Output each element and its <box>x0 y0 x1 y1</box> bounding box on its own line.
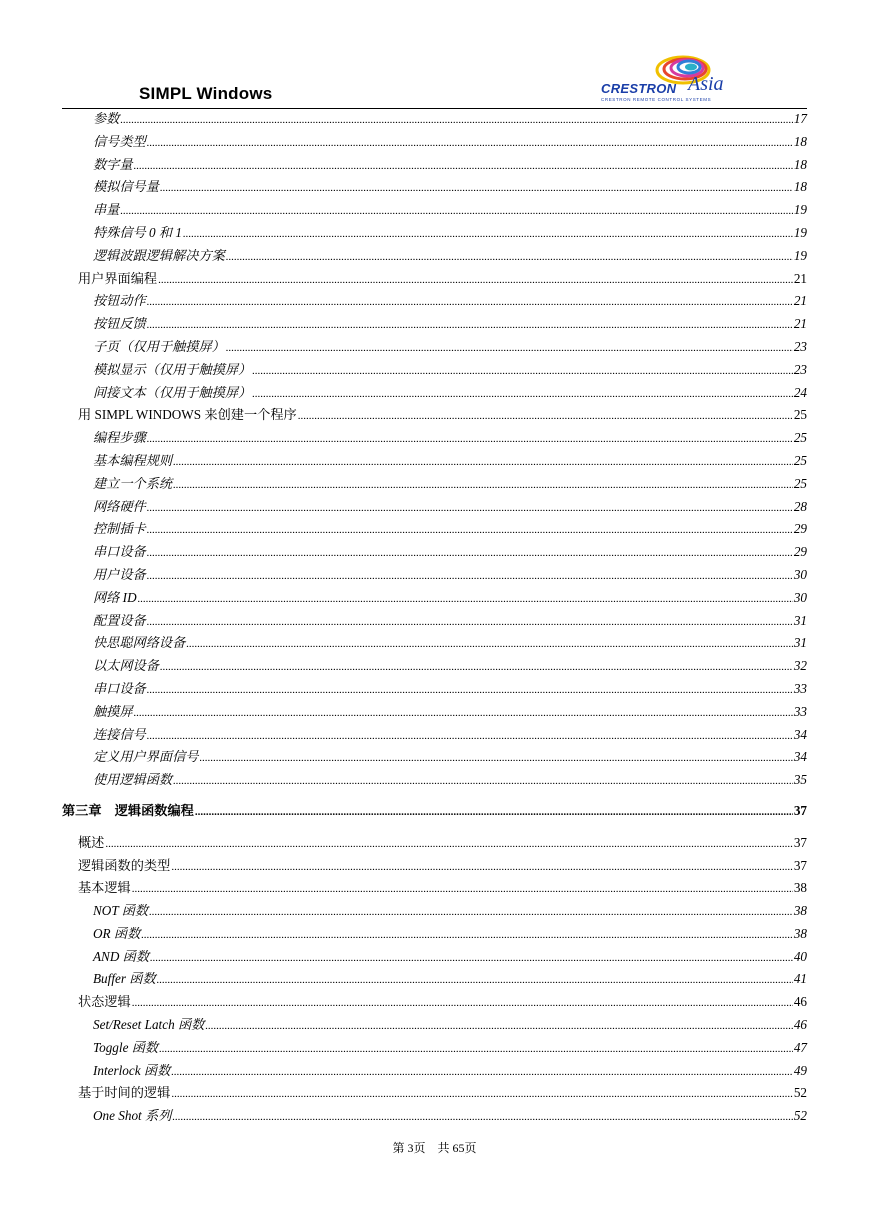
dot-leader <box>298 410 793 422</box>
toc-entry-label: 基本编程规则 <box>93 452 173 468</box>
dot-leader <box>150 952 793 964</box>
toc-entry-label: 用 SIMPL WINDOWS 来创建一个程序 <box>78 407 297 423</box>
toc-entry-label: 以太网设备 <box>93 658 159 674</box>
toc-entry-page-number: 21 <box>793 270 807 286</box>
dot-leader <box>160 182 793 194</box>
toc-entry[interactable] <box>62 245 807 268</box>
toc-entry-label: 模拟信号量 <box>93 179 159 195</box>
toc-entry-label: 触摸屏 <box>93 703 133 719</box>
toc-entry-page-number: 49 <box>793 1062 807 1078</box>
toc-entry-page-number: 30 <box>793 589 807 605</box>
dot-leader <box>138 593 793 605</box>
toc-entry[interactable] <box>62 268 807 291</box>
dot-leader <box>141 929 793 941</box>
toc-entry[interactable] <box>62 855 807 878</box>
toc-entry-label: 按钮动作 <box>93 293 146 309</box>
toc-entry-label: 信号类型 <box>93 133 146 149</box>
toc-entry[interactable] <box>62 518 807 541</box>
dot-leader <box>149 906 793 918</box>
toc-entry[interactable] <box>62 701 807 724</box>
dot-leader <box>173 456 793 468</box>
dot-leader <box>147 319 793 331</box>
dot-leader <box>134 707 793 719</box>
toc-entry[interactable] <box>62 199 807 222</box>
toc-entry[interactable] <box>62 382 807 405</box>
toc-entry[interactable] <box>62 655 807 678</box>
toc-entry[interactable] <box>62 610 807 633</box>
toc-entry-page-number: 33 <box>793 680 807 696</box>
dot-leader <box>172 1111 792 1123</box>
dot-leader <box>171 1066 793 1078</box>
toc-entry-page-number: 31 <box>793 612 807 628</box>
toc-entry-page-number: 18 <box>793 133 807 149</box>
toc-entry-label: 特殊信号 0 和 1 <box>93 224 183 240</box>
dot-leader <box>158 274 793 286</box>
toc-entry-page-number: 25 <box>793 452 807 468</box>
toc-entry-label: 状态逻辑 <box>78 994 131 1010</box>
toc-entry[interactable] <box>62 1082 807 1105</box>
toc-entry[interactable] <box>62 1060 807 1083</box>
toc-entry-label: NOT 函数 <box>93 903 149 919</box>
toc-entry[interactable] <box>62 769 807 792</box>
toc-entry-page-number: 25 <box>793 430 807 446</box>
dot-leader <box>252 388 793 400</box>
toc-entry-label: 参数 <box>93 111 120 126</box>
toc-entry-page-number: 34 <box>793 726 807 742</box>
dot-leader <box>147 547 793 559</box>
toc-entry[interactable] <box>62 450 807 473</box>
table-of-contents <box>62 108 807 1128</box>
toc-entry-page-number: 41 <box>793 971 807 987</box>
toc-entry[interactable] <box>62 427 807 450</box>
toc-entry-label: 快思聪网络设备 <box>93 635 186 651</box>
dot-leader <box>147 730 793 742</box>
toc-entry-page-number: 19 <box>793 224 807 240</box>
toc-entry-label: 用户界面编程 <box>78 270 158 286</box>
toc-entry[interactable] <box>62 359 807 382</box>
toc-entry[interactable] <box>62 1037 807 1060</box>
toc-entry-page-number: 29 <box>793 521 807 537</box>
toc-entry[interactable] <box>62 746 807 769</box>
toc-entry-label: 概述 <box>78 834 105 850</box>
toc-entry[interactable] <box>62 877 807 900</box>
toc-entry-label: Toggle 函数 <box>93 1039 159 1055</box>
logo-suffix: Asia <box>688 73 724 95</box>
toc-entry-label: 建立一个系统 <box>93 475 173 491</box>
dot-leader <box>186 638 793 650</box>
crestron-asia-logo <box>601 52 729 102</box>
toc-entry[interactable] <box>62 800 807 823</box>
toc-entry[interactable] <box>62 991 807 1014</box>
toc-entry-page-number: 19 <box>793 247 807 263</box>
toc-entry-page-number: 31 <box>793 635 807 651</box>
toc-entry-label: 用户设备 <box>93 566 146 582</box>
dot-leader <box>195 806 793 818</box>
dot-leader <box>171 861 793 873</box>
toc-entry-label: AND 函数 <box>93 948 150 964</box>
toc-entry-label: 连接信号 <box>93 726 146 742</box>
toc-entry-page-number: 30 <box>793 566 807 582</box>
toc-entry[interactable] <box>62 564 807 587</box>
toc-entry-page-number: 47 <box>793 1039 807 1055</box>
toc-entry-page-number: 25 <box>793 407 807 423</box>
toc-entry[interactable] <box>62 632 807 655</box>
toc-entry-page-number: 37 <box>793 802 807 818</box>
toc-entry-page-number: 38 <box>793 903 807 919</box>
toc-entry-page-number: 29 <box>793 544 807 560</box>
dot-leader <box>147 502 793 514</box>
toc-entry-page-number: 32 <box>793 658 807 674</box>
dot-leader <box>252 365 793 377</box>
toc-entry-page-number: 21 <box>793 293 807 309</box>
toc-entry-label: 模拟显示（仅用于触摸屏） <box>93 361 252 377</box>
toc-entry[interactable] <box>62 832 807 855</box>
toc-entry-label: Buffer 函数 <box>93 971 156 987</box>
toc-entry-label: 基于时间的逻辑 <box>78 1085 171 1101</box>
toc-entry-page-number: 37 <box>793 857 807 873</box>
dot-leader <box>105 838 792 850</box>
dot-leader <box>134 160 793 172</box>
toc-entry[interactable] <box>62 154 807 177</box>
toc-entry[interactable] <box>62 587 807 610</box>
toc-entry[interactable] <box>62 313 807 336</box>
toc-entry-label: 逻辑函数的类型 <box>78 857 171 873</box>
dot-leader <box>205 1020 792 1032</box>
dot-leader <box>147 296 793 308</box>
toc-entry[interactable] <box>62 290 807 313</box>
toc-entry-page-number: 46 <box>793 994 807 1010</box>
logo-wordmark: CRESTRON <box>601 81 677 96</box>
dot-leader <box>171 1088 793 1100</box>
dot-leader <box>147 524 793 536</box>
toc-entry[interactable] <box>62 131 807 154</box>
toc-entry-page-number: 21 <box>793 316 807 332</box>
dot-leader <box>132 883 793 895</box>
dot-leader <box>120 114 792 126</box>
toc-entry-page-number: 18 <box>793 179 807 195</box>
toc-entry-label: 基本逻辑 <box>78 880 131 896</box>
dot-leader <box>147 616 793 628</box>
dot-leader <box>226 251 793 263</box>
toc-entry-page-number: 28 <box>793 498 807 514</box>
page-footer: 第 3页 共 65页 <box>392 1141 477 1155</box>
toc-entry-page-number: 52 <box>793 1085 807 1101</box>
dot-leader <box>147 570 793 582</box>
toc-entry[interactable] <box>62 496 807 519</box>
toc-entry[interactable] <box>62 1014 807 1037</box>
toc-entry[interactable] <box>62 1105 807 1128</box>
dot-leader <box>157 974 793 986</box>
toc-entry-label: 网络 ID <box>93 589 137 605</box>
toc-entry-label: 间接文本（仅用于触摸屏） <box>93 384 252 400</box>
dot-leader <box>132 997 793 1009</box>
toc-entry[interactable] <box>62 923 807 946</box>
dot-leader <box>226 342 793 354</box>
toc-entry-label: 按钮反馈 <box>93 316 146 332</box>
toc-entry-label: 串量 <box>93 202 120 218</box>
toc-entry-label: 逻辑波跟逻辑解决方案 <box>93 247 225 263</box>
toc-entry-page-number: 24 <box>793 384 807 400</box>
dot-leader <box>159 1043 793 1055</box>
toc-entry-label: 串口设备 <box>93 544 146 560</box>
toc-entry-page-number: 37 <box>793 834 807 850</box>
toc-entry-page-number: 38 <box>793 925 807 941</box>
toc-entry[interactable] <box>62 222 807 245</box>
toc-entry-label: 控制插卡 <box>93 521 146 537</box>
toc-entry-page-number: 18 <box>793 156 807 172</box>
dot-leader <box>200 752 793 764</box>
toc-entry-label: 网络硬件 <box>93 498 146 514</box>
toc-entry[interactable] <box>62 108 807 131</box>
dot-leader <box>147 137 793 149</box>
dot-leader <box>147 433 793 445</box>
toc-entry[interactable] <box>62 473 807 496</box>
toc-entry[interactable] <box>62 541 807 564</box>
document-title: SIMPL Windows <box>139 84 273 103</box>
toc-entry-label: Set/Reset Latch 函数 <box>93 1017 205 1033</box>
toc-entry-label: 子页（仅用于触摸屏） <box>93 338 225 354</box>
toc-entry-page-number: 17 <box>793 111 807 126</box>
toc-entry-page-number: 46 <box>793 1017 807 1033</box>
toc-entry-label: 数字量 <box>93 156 133 172</box>
logo-tagline: CRESTRON REMOTE CONTROL SYSTEMS <box>601 97 712 102</box>
toc-entry[interactable] <box>62 968 807 991</box>
dot-leader <box>160 661 793 673</box>
toc-entry-page-number: 33 <box>793 703 807 719</box>
toc-entry[interactable] <box>62 404 807 427</box>
toc-entry-label: 编程步骤 <box>93 430 146 446</box>
toc-entry-page-number: 52 <box>793 1108 807 1124</box>
toc-entry[interactable] <box>62 724 807 747</box>
dot-leader <box>173 775 793 787</box>
toc-entry-label: Interlock 函数 <box>93 1062 171 1078</box>
dot-leader <box>173 479 793 491</box>
toc-entry[interactable] <box>62 900 807 923</box>
toc-entry-label: One Shot 系列 <box>93 1108 172 1124</box>
dot-leader <box>147 684 793 696</box>
toc-entry-page-number: 19 <box>793 202 807 218</box>
toc-entry-page-number: 25 <box>793 475 807 491</box>
toc-entry-page-number: 23 <box>793 338 807 354</box>
toc-entry[interactable] <box>62 336 807 359</box>
toc-entry-label: 配置设备 <box>93 612 146 628</box>
toc-entry-page-number: 23 <box>793 361 807 377</box>
toc-entry-page-number: 35 <box>793 772 807 788</box>
toc-entry-label: 定义用户界面信号 <box>93 749 199 765</box>
page-header <box>62 56 807 109</box>
toc-entry-page-number: 38 <box>793 880 807 896</box>
toc-entry-page-number: 34 <box>793 749 807 765</box>
dot-leader <box>120 205 792 217</box>
toc-entry[interactable] <box>62 946 807 969</box>
toc-entry-label: 串口设备 <box>93 680 146 696</box>
toc-entry-label: 第三章 逻辑函数编程 <box>62 802 194 818</box>
toc-entry-page-number: 40 <box>793 948 807 964</box>
toc-entry-label: OR 函数 <box>93 925 141 941</box>
toc-entry[interactable] <box>62 678 807 701</box>
toc-entry[interactable] <box>62 176 807 199</box>
dot-leader <box>183 228 793 240</box>
toc-entry-label: 使用逻辑函数 <box>93 772 173 788</box>
